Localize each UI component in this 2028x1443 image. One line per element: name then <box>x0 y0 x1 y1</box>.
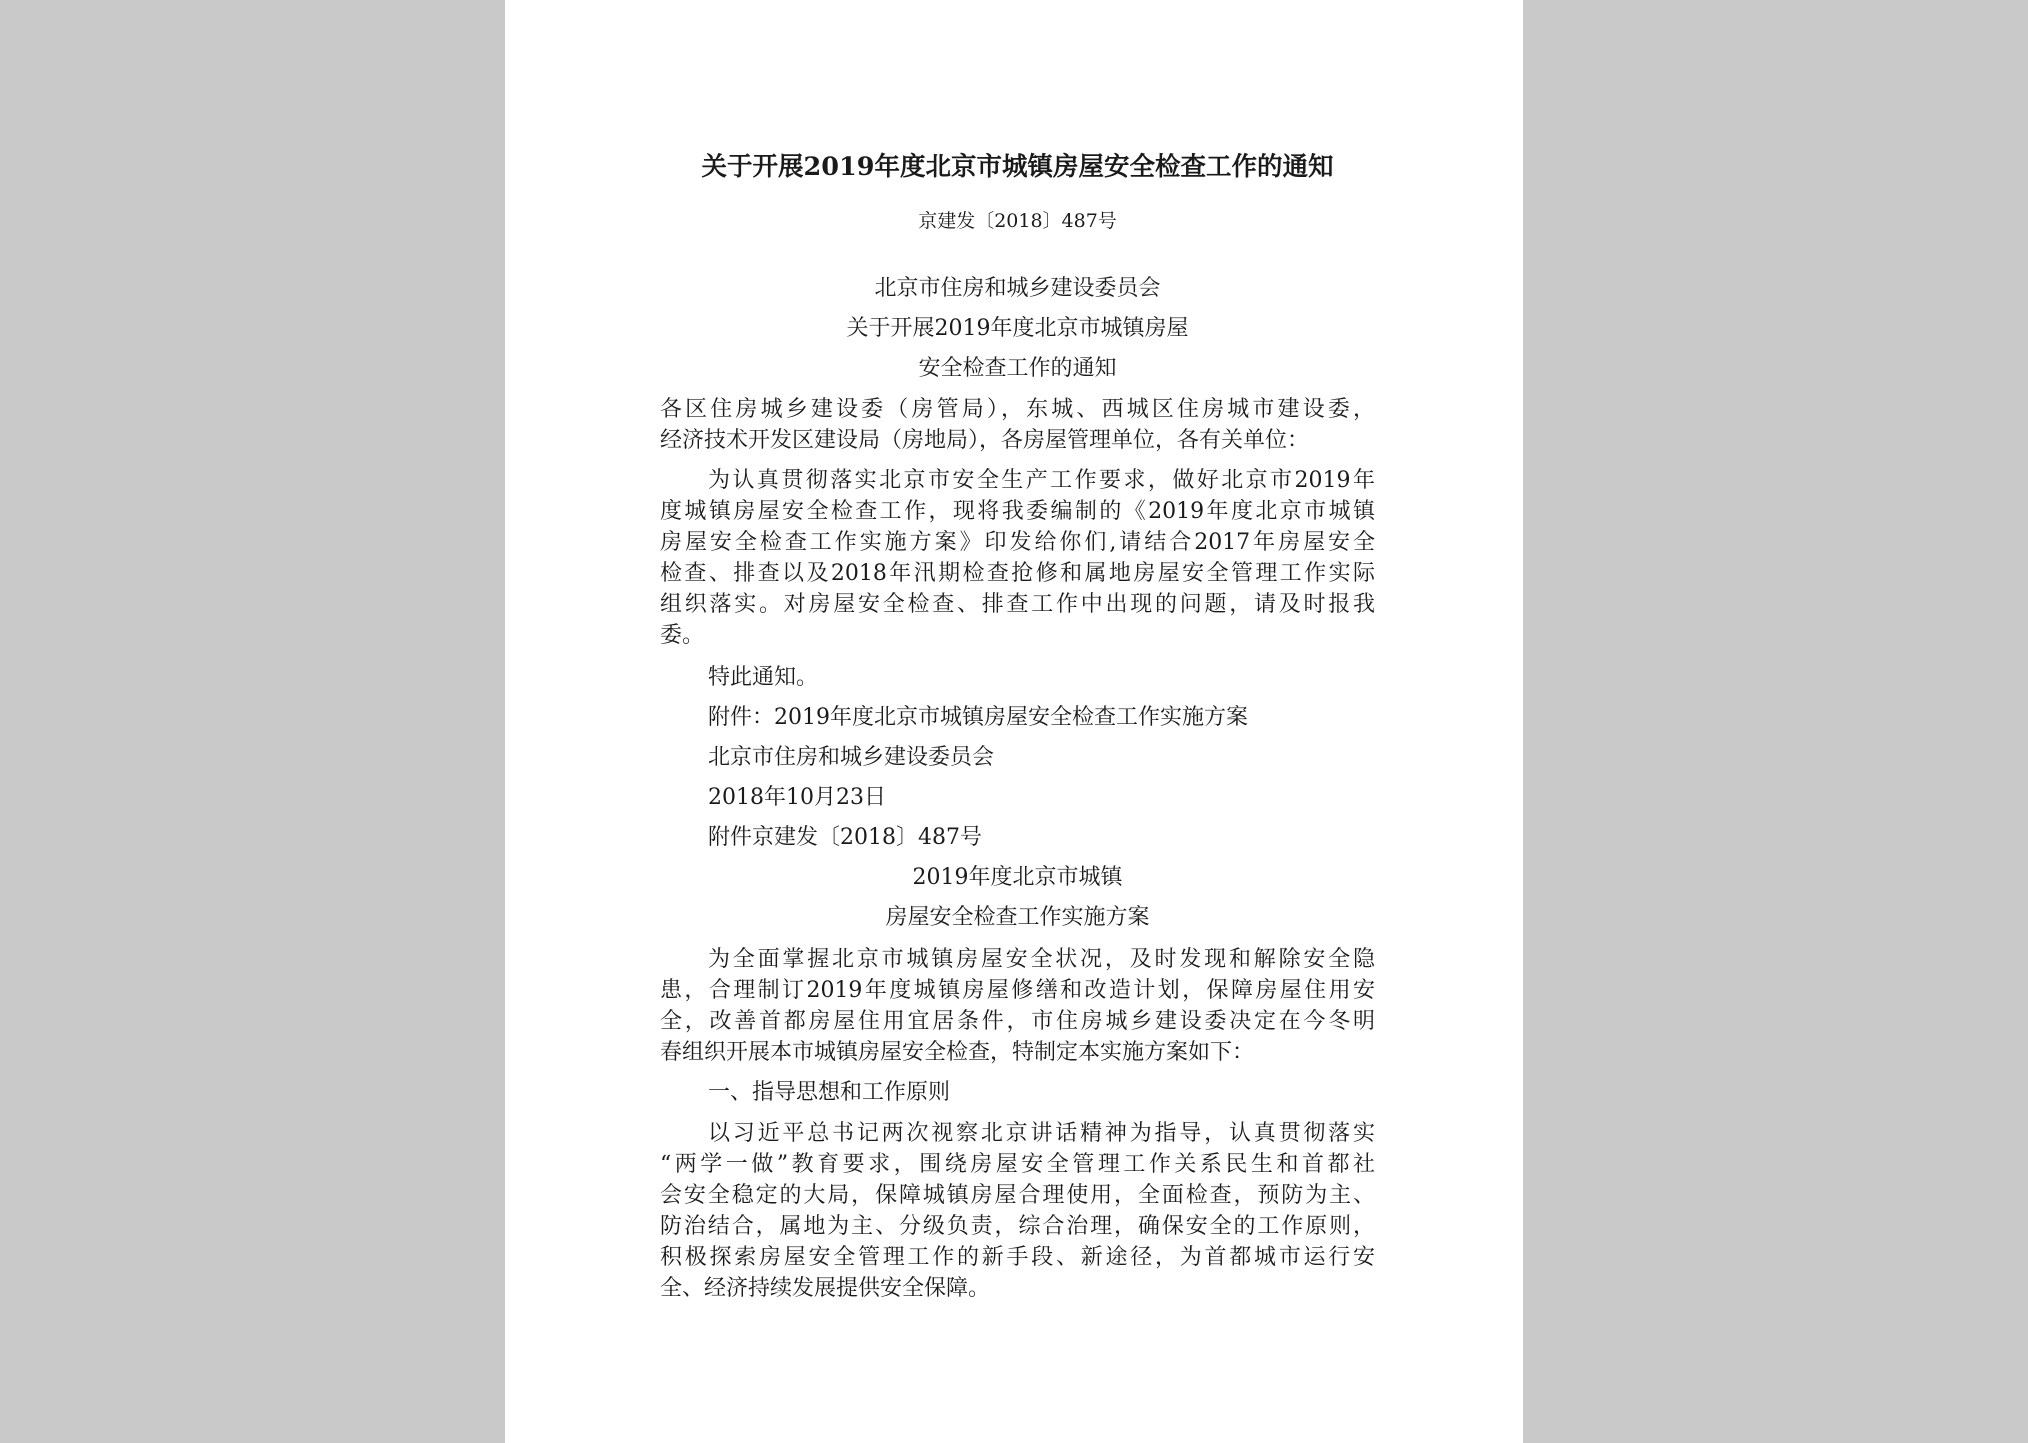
plan-intro-line: 患，合理制订2019年度城镇房屋修缮和改造计划，保障房屋住用安 <box>660 978 1375 1003</box>
section-1-body-line: 积极探索房屋安全管理工作的新手段、新途径，为首都城市运行安 <box>660 1245 1375 1270</box>
document-title: 关于开展2019年度北京市城镇房屋安全检查工作的通知 <box>701 152 1334 182</box>
plan-title-line-1: 2019年度北京市城镇 <box>912 865 1123 890</box>
section-1-body-line: 会安全稳定的大局，保障城镇房屋合理使用，全面检查，预防为主、 <box>660 1183 1375 1208</box>
addressee-line: 经济技术开发区建设局（房地局），各房屋管理单位，各有关单位： <box>660 428 1310 453</box>
body-paragraph-line: 组织落实。对房屋安全检查、排查工作中出现的问题，请及时报我 <box>660 592 1375 617</box>
body-paragraph-line: 检查、排查以及2018年汛期检查抢修和属地房屋安全管理工作实际 <box>660 561 1375 586</box>
body-paragraph-line: 为认真贯彻落实北京市安全生产工作要求，做好北京市2019年 <box>708 468 1375 493</box>
plan-intro-line: 全，改善首都房屋住用宜居条件，市住房城乡建设委决定在今冬明 <box>660 1009 1375 1034</box>
issuer-heading: 北京市住房和城乡建设委员会 <box>874 276 1161 301</box>
attachment-header: 附件京建发〔2018〕487号 <box>708 825 982 850</box>
signature-organization: 北京市住房和城乡建设委员会 <box>708 745 995 770</box>
attachment-note: 附件：2019年度北京市城镇房屋安全检查工作实施方案 <box>708 705 1248 730</box>
section-1-body-line: “两学一做”教育要求，围绕房屋安全管理工作关系民生和首都社 <box>660 1152 1375 1177</box>
body-paragraph-line: 委。 <box>660 623 705 648</box>
body-paragraph-line: 度城镇房屋安全检查工作，现将我委编制的《2019年度北京市城镇 <box>660 499 1375 524</box>
plan-intro-line: 为全面掌握北京市城镇房屋安全状况，及时发现和解除安全隐 <box>708 947 1375 972</box>
plan-title-line-2: 房屋安全检查工作实施方案 <box>885 905 1150 930</box>
body-paragraph-line: 房屋安全检查工作实施方案》印发给你们,请结合2017年房屋安全 <box>660 530 1375 555</box>
subject-heading-line-1: 关于开展2019年度北京市城镇房屋 <box>846 316 1189 341</box>
addressee-line: 各区住房城乡建设委（房管局），东城、西城区住房城市建设委， <box>660 397 1375 422</box>
subject-heading-line-2: 安全检查工作的通知 <box>918 356 1117 381</box>
section-1-body-line: 以习近平总书记两次视察北京讲话精神为指导，认真贯彻落实 <box>708 1121 1375 1146</box>
closing-text: 特此通知。 <box>708 665 819 690</box>
section-1-body-line: 防治结合，属地为主、分级负责，综合治理，确保安全的工作原则， <box>660 1214 1375 1239</box>
section-1-body-line: 全、经济持续发展提供安全保障。 <box>660 1276 991 1301</box>
signature-date: 2018年10月23日 <box>708 785 886 810</box>
document-page <box>505 0 1523 1443</box>
plan-intro-line: 春组织开展本市城镇房屋安全检查，特制定本实施方案如下： <box>660 1040 1255 1065</box>
section-1-heading: 一、指导思想和工作原则 <box>708 1080 951 1105</box>
document-number: 京建发〔2018〕487号 <box>918 210 1117 232</box>
